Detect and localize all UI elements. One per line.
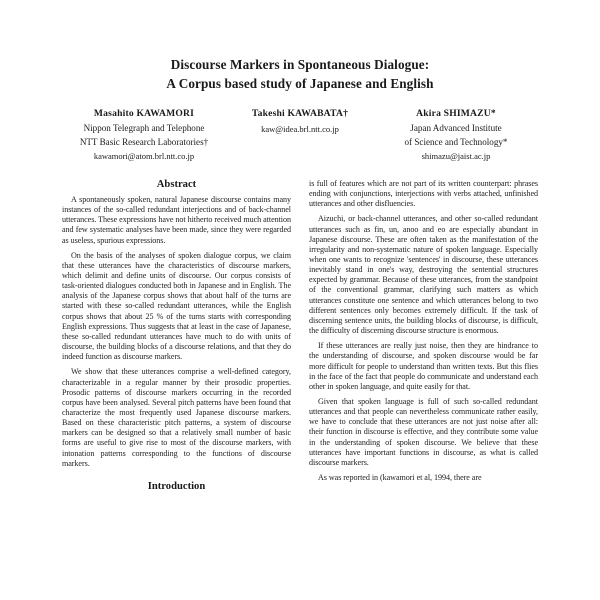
author-entry xyxy=(66,107,222,162)
author-affiliation-line-1: Japan Advanced Institute xyxy=(410,122,502,133)
left-column xyxy=(62,179,291,497)
author-name: Takeshi KAWABATA† xyxy=(251,108,349,120)
author-email: kaw@idea.brl.ntt.co.jp xyxy=(261,123,339,134)
body-paragraph: Aizuchi, or back-channel utterances, and other so-called redundant utterances such as fin, un, anoo and eo are especially abundant in Japanese discourse. These are often taken as the manifestation of the irregularity and non-systematic nature of spoken language. Especially when one wants to recognize 'sentences' in discourse, these utterances inevitably stand in one's way, destroying the sentential structures expected by grammar. Because of these utterances, from the standpoint of the conventional grammar, clarifying such matters as which utterances constitute one sentence and which utterances belong to two different sentences only becomes extremely difficult. If the task of discerning sentence units, the building blocks of discourse, is difficult, the difficulty of discerning discourse structure is enormous. xyxy=(309,214,538,336)
body-paragraph: is full of features which are not part of its written counterpart: phrases ending with conjunctions, interjections with verbs attached, unfinished utterances and other disfluencies. xyxy=(309,178,538,209)
abstract-paragraph: We show that these utterances comprise a well-defined category, characterizable in a regular manner by their prosodic properties. Prosodic patterns of discourse markers occurring in the recorded corpus have been analysed. Several pitch patterns have been found that characterize the most frequently used Japanese discourse markers. Based on these characteristic pitch patterns, a system of discourse markers can be designed so that a relatively small number of basic forms are useful to give rise to most of the discourse markers, with intonation patterns corresponding to the functions of discourse markers. xyxy=(62,367,291,468)
author-email: shimazu@jaist.ac.jp xyxy=(421,151,491,162)
body-paragraph: If these utterances are really just noise, then they are hindrance to the understanding of discourse, and spoken discourse would be far more difficult for people to understand than written texts. But this flies in the face of the fact that people do communicate and understand each other in spoken language, and quite easily for that. xyxy=(309,341,538,391)
introduction-heading: Introduction xyxy=(147,480,206,492)
author-affiliation-line-1: Nippon Telegraph and Telephone xyxy=(83,122,205,133)
title-line-1: Discourse Markers in Spontaneous Dialogue: xyxy=(170,57,430,72)
body-columns xyxy=(62,179,538,497)
author-name: Masahito KAWAMORI xyxy=(93,108,195,120)
body-paragraph: As was reported in (kawamori et al, 1994, there are xyxy=(318,473,482,483)
page-title xyxy=(62,56,538,93)
author-name: Akira SHIMAZU* xyxy=(416,108,496,120)
author-entry xyxy=(222,107,378,135)
title-line-2: A Corpus based study of Japanese and English xyxy=(166,75,434,91)
author-entry xyxy=(378,107,534,162)
body-paragraph: Given that spoken language is full of such so-called redundant utterances and that people can nevertheless communicate rather easily, we have to conclude that these utterances are not just noise after all: their function in discourse is effective, and they contribute some value in the understanding of spoken discourse. We believe that these utterances have important functions in discourse, as what is called discourse markers. xyxy=(309,397,538,467)
abstract-paragraph: A spontaneously spoken, natural Japanese discourse contains many instances of the so-called redundant interjections and of back-channel utterances. These expressions have not hitherto received much attention and few systematic analyses have been made, since they were regarded as useless, spurious expressions. xyxy=(62,194,291,245)
abstract-heading: Abstract xyxy=(156,178,197,190)
author-list xyxy=(66,107,534,162)
right-column xyxy=(309,179,538,497)
author-affiliation-line-2: of Science and Technology* xyxy=(404,136,508,147)
abstract-paragraph: On the basis of the analyses of spoken dialogue corpus, we claim that these utterances have the characteristics of discourse markers, which delimit and define units of discourse. Our corpus consists of task-oriented dialogues conducted both in Japanese and in English. The analysis of the Japanese corpus shows that about half of the turns are started with these so-called redundant utterances, while the English corpus shows that about 25 % of the turns starts with corresponding English expressions. Thus suggests that at least in the case of Japanese, these so-called redundant utterances have much to do with units of discourse, the building blocks of a discourse relations, and that they do indeed function as discourse markers. xyxy=(62,250,291,362)
author-affiliation-line-2: NTT Basic Research Laboratories† xyxy=(79,136,209,147)
author-email: kawamori@atom.brl.ntt.co.jp xyxy=(93,151,195,162)
